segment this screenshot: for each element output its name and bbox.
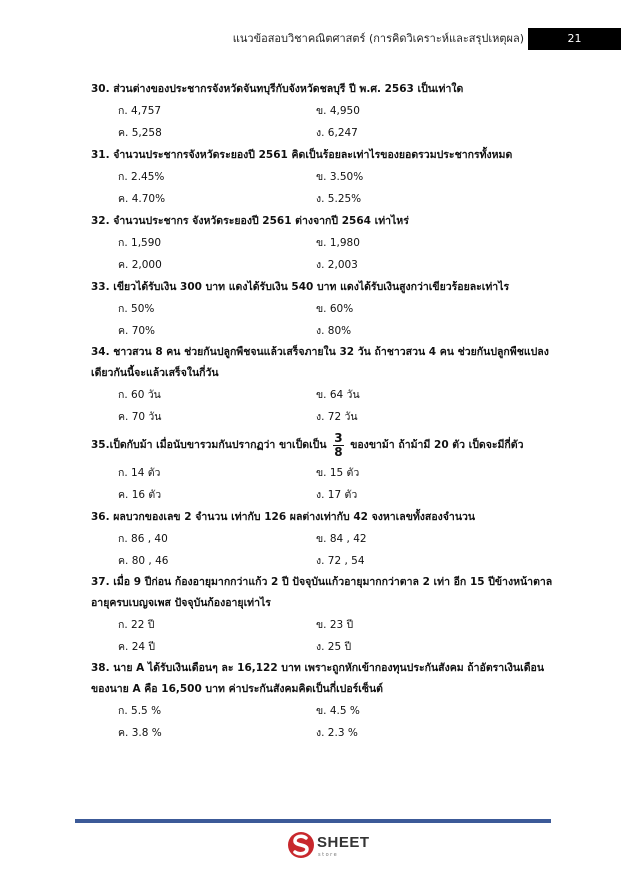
- option-b[interactable]: ข. 15 ตัว: [316, 467, 360, 479]
- option-c[interactable]: ค. 3.8 %: [118, 727, 162, 739]
- option-d[interactable]: ง. 25 ปี: [316, 641, 352, 653]
- question-text: 33. เขียวได้รับเงิน 300 บาท แดงได้รับเงิน 540 บาท แดงได้รับเงินสูงกว่าเขียวร้อยละเท่าไร: [91, 281, 510, 293]
- answer-options: [118, 232, 561, 276]
- option-d[interactable]: ง. 72 , 54: [316, 555, 365, 567]
- option-d[interactable]: ง. 72 วัน: [316, 411, 358, 423]
- option-d[interactable]: ง. 2.3 %: [316, 727, 358, 739]
- option-a[interactable]: ก. 14 ตัว: [118, 467, 161, 479]
- sheet-s-logo-icon: [287, 830, 315, 860]
- answer-options: [118, 528, 561, 572]
- sheet-store-logo: [287, 828, 377, 862]
- answer-options: [118, 462, 561, 506]
- option-d[interactable]: ง. 80%: [316, 325, 352, 337]
- option-b[interactable]: ข. 4.5 %: [316, 705, 360, 717]
- question-30: [91, 78, 561, 144]
- option-a[interactable]: ก. 86 , 40: [118, 533, 168, 545]
- question-text: 31. จำนวนประชากรจังหวัดระยองปี 2561 คิดเป็นร้อยละเท่าไรของยอดรวมประชากรทั้งหมด: [91, 149, 513, 161]
- question-36: [91, 506, 561, 572]
- option-a[interactable]: ก. 60 วัน: [118, 389, 161, 401]
- option-a[interactable]: ก. 5.5 %: [118, 705, 162, 717]
- option-a[interactable]: ก. 2.45%: [118, 171, 165, 183]
- question-list: [91, 78, 561, 744]
- option-c[interactable]: ค. 2,000: [118, 259, 162, 271]
- question-37: [91, 572, 561, 658]
- question-text-after: ของขาม้า ถ้าม้ามี 20 ตัว เป็ดจะมีกี่ตัว: [350, 439, 524, 451]
- question-text-before: 35.เป็ดกับม้า เมื่อนับขารวมกันปรากฏว่า ขาเป็ดเป็น: [91, 439, 327, 451]
- question-text: 37. เมื่อ 9 ปีก่อน ก้องอายุมากกว่าแก้ว 2 ปี ปัจจุบันแก้วอายุมากกว่าตาล 2 เท่า อีก 15 ปีข้างหน้าตาลอายุครบเบญจเพส ปัจจุบันก้องอายุเท่าไร: [91, 576, 553, 609]
- question-text: 32. จำนวนประชากร จังหวัดระยองปี 2561 ต่างจากปี 2564 เท่าไหร่: [91, 215, 409, 227]
- question-text: 38. นาย A ได้รับเงินเดือนๆ ละ 16,122 บาท เพราะถูกหักเข้ากองทุนประกันสังคม ถ้าอัตราเงินเดือนของนาย A คือ 16,500 บาท ค่าประกันสังคมคิดเป็นกี่เปอร์เซ็นต์: [91, 662, 544, 695]
- option-c[interactable]: ค. 16 ตัว: [118, 489, 162, 501]
- question-34: [91, 342, 561, 428]
- option-a[interactable]: ก. 1,590: [118, 237, 162, 249]
- question-35: [91, 428, 561, 506]
- answer-options: [118, 384, 561, 428]
- question-text: [91, 428, 561, 462]
- option-b[interactable]: ข. 23 ปี: [316, 619, 354, 631]
- answer-options: [118, 100, 561, 144]
- answer-options: [118, 700, 561, 744]
- question-32: [91, 210, 561, 276]
- option-c[interactable]: ค. 80 , 46: [118, 555, 169, 567]
- option-c[interactable]: ค. 70%: [118, 325, 156, 337]
- question-31: [91, 144, 561, 210]
- option-c[interactable]: ค. 24 ปี: [118, 641, 156, 653]
- fraction: [333, 432, 343, 459]
- option-c[interactable]: ค. 5,258: [118, 127, 162, 139]
- option-b[interactable]: ข. 4,950: [316, 105, 360, 117]
- option-d[interactable]: ง. 17 ตัว: [316, 489, 358, 501]
- option-d[interactable]: ง. 2,003: [316, 259, 358, 271]
- option-b[interactable]: ข. 84 , 42: [316, 533, 367, 545]
- option-a[interactable]: ก. 50%: [118, 303, 155, 315]
- question-33: [91, 276, 561, 342]
- logo-subtext: store: [318, 852, 339, 858]
- answer-options: [118, 166, 561, 210]
- question-text: 36. ผลบวกของเลข 2 จำนวน เท่ากับ 126 ผลต่างเท่ากับ 42 จงหาเลขทั้งสองจำนวน: [91, 511, 476, 523]
- option-c[interactable]: ค. 4.70%: [118, 193, 166, 205]
- question-38: [91, 658, 561, 744]
- option-c[interactable]: ค. 70 วัน: [118, 411, 162, 423]
- fraction-numerator: 3: [334, 430, 343, 445]
- option-b[interactable]: ข. 60%: [316, 303, 354, 315]
- question-text: 34. ชาวสวน 8 คน ช่วยกันปลูกพืชจนแล้วเสร็จภายใน 32 วัน ถ้าชาวสวน 4 คน ช่วยกันปลูกพืชแปลงเดียวกันนี้จะแล้วเสร็จในกี่วัน: [91, 346, 549, 379]
- answer-options: [118, 614, 561, 658]
- fraction-denominator: 8: [334, 444, 343, 459]
- option-b[interactable]: ข. 64 วัน: [316, 389, 360, 401]
- option-d[interactable]: ง. 5.25%: [316, 193, 362, 205]
- header-title: แนวข้อสอบวิชาคณิตศาสตร์ (การคิดวิเคราะห์และสรุปเหตุผล): [232, 32, 524, 45]
- answer-options: [118, 298, 561, 342]
- question-text: 30. ส่วนต่างของประชากรจังหวัดจันทบุรีกับจังหวัดชลบุรี ปี พ.ศ. 2563 เป็นเท่าใด: [91, 83, 464, 95]
- logo-text: SHEET: [317, 834, 370, 851]
- footer-divider-bar: [75, 819, 551, 823]
- option-a[interactable]: ก. 22 ปี: [118, 619, 155, 631]
- option-a[interactable]: ก. 4,757: [118, 105, 162, 117]
- option-b[interactable]: ข. 1,980: [316, 237, 360, 249]
- page-number: 21: [528, 28, 621, 50]
- option-b[interactable]: ข. 3.50%: [316, 171, 364, 183]
- option-d[interactable]: ง. 6,247: [316, 127, 358, 139]
